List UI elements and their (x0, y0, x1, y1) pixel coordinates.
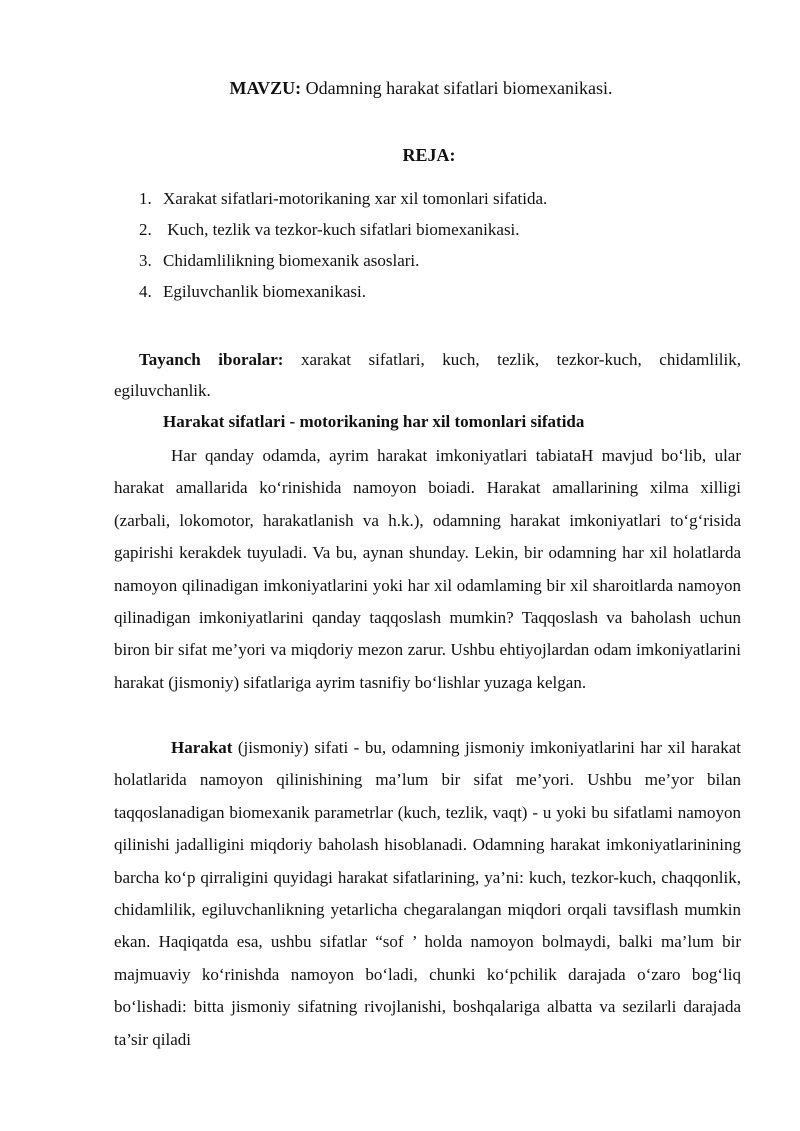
plan-list (139, 183, 547, 307)
plan-item (139, 245, 547, 276)
body-paragraph-2 (114, 732, 741, 1056)
key-terms-label: Tayanch iboralar: (139, 350, 284, 369)
document-title (0, 76, 800, 100)
section-heading: Harakat sifatlari - motorikaning har xil tomonlari sifatida (163, 412, 585, 431)
plan-item (139, 276, 547, 307)
title-prefix: MAVZU: (229, 78, 302, 98)
key-terms (114, 344, 741, 406)
body-paragraph-1: Har qanday odamda, ayrim harakat imkoniyatlari tabiataH mavjud bo‘lib, ular harakat amallarida ko‘rinishida namoyon boiadi. Harakat amallarining xilma xilligi (zarbali, lokomotor, harakatlanish va h.k.), odamning harakat imkoniyatlari to‘g‘risida gapirishi kerakdek tuyuladi. Va bu, aynan shunday. Lekin, bir odamning har xil holatlarda namoyon qilinadigan imkoniyatlarini yoki har xil odamlaming bir xil sharoitlarda namoyon qilinadigan imkoniyatlarini qanday taqqoslash mumkin? Taqqoslash va baholash uchun biron bir sifat me’yori va miqdoriy mezon zarur. Ushbu ehtiyojlardan odam imkoniyatlarini harakat (jismoniy) sifatlariga ayrim tasnifiy bo‘lishlar yuzaga kelgan. (114, 446, 741, 692)
plan-heading: REJA: (402, 145, 456, 165)
plan-item-number: 3. (139, 251, 152, 270)
plan-item-number: 2. (139, 220, 152, 239)
title-text: Odamning harakat sifatlari biomexanikasi. (301, 78, 613, 98)
key-terms-text: xarakat sifatlari, kuch, tezlik, tezkor-kuch, chidamlilik, egiluvchanlik. (114, 350, 741, 400)
plan-item-number: 4. (139, 282, 152, 301)
plan-item-text: Egiluvchanlik biomexanikasi. (163, 282, 367, 301)
plan-item (139, 214, 547, 245)
paragraph-lead-term: Harakat (171, 738, 233, 757)
plan-item (139, 183, 547, 214)
plan-item-text: Chidamlilikning biomexanik asoslari. (163, 251, 420, 270)
paragraph-text: (jismoniy) sifati - bu, odamning jismoniy imkoniyatlarini har xil harakat holatlarida namoyon qilinishining ma’lum bir sifat me’yori. Ushbu me’yor bilan taqqoslanadigan biomexanik parametrlar (kuch, tezlik, vaqt) - u yoki bu sifatlami namoyon qilinishi jadalligini miqdoriy baholash hisoblanadi. Odamning harakat imkoniyatlarinining barcha ko‘p qirraligini quyidagi harakat sifatlarining, ya’ni: kuch, tezkor-kuch, chaqqonlik, chidamlilik, egiluvchanlikning yetarlicha chegaralangan miqdori orqali tavsiflash mumkin ekan. Haqiqatda esa, ushbu sifatlar “sof ’ holda namoyon bolmaydi, balki ma’lum bir majmuaviy ko‘rinishda namoyon bo‘ladi, chunki ko‘pchilik darajada o‘zaro bog‘liq bo‘lishadi: bitta jismoniy sifatning rivojlanishi, boshqalariga albatta va sezilarli darajada ta’sir qiladi (114, 738, 741, 1049)
plan-item-text: Xarakat sifatlari-motorikaning xar xil tomonlari sifatida. (163, 189, 548, 208)
plan-item-number: 1. (139, 189, 152, 208)
plan-item-text: Kuch, tezlik va tezkor-kuch sifatlari biomexanikasi. (163, 220, 520, 239)
